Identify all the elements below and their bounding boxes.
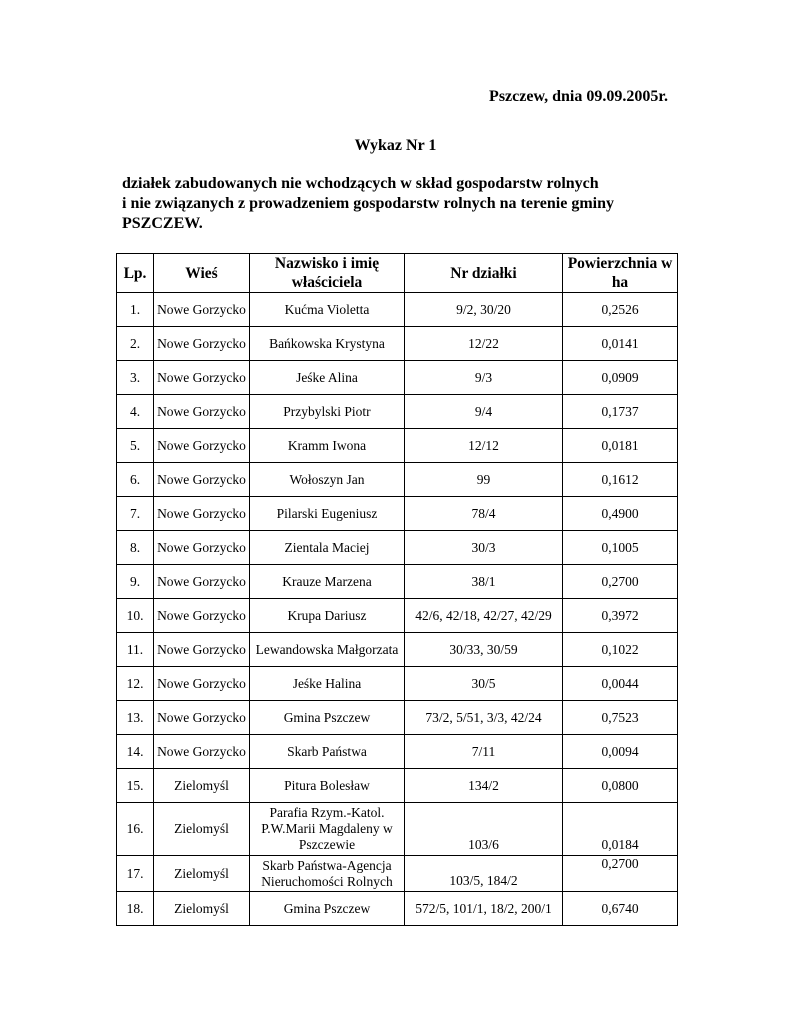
village-cell: Nowe Gorzycko bbox=[154, 293, 250, 327]
parcel-number-cell: 103/6 bbox=[405, 803, 563, 856]
village-cell: Nowe Gorzycko bbox=[154, 599, 250, 633]
village-cell: Nowe Gorzycko bbox=[154, 429, 250, 463]
village-cell: Nowe Gorzycko bbox=[154, 735, 250, 769]
table-header-row bbox=[117, 254, 678, 293]
table-row bbox=[117, 565, 678, 599]
village-cell: Nowe Gorzycko bbox=[154, 327, 250, 361]
area-cell: 0,0044 bbox=[563, 667, 678, 701]
row-number-cell: 14. bbox=[117, 735, 154, 769]
parcel-number-cell: 9/2, 30/20 bbox=[405, 293, 563, 327]
row-number-cell: 9. bbox=[117, 565, 154, 599]
parcel-number-cell: 134/2 bbox=[405, 769, 563, 803]
row-number-cell: 13. bbox=[117, 701, 154, 735]
parcel-number-cell: 9/3 bbox=[405, 361, 563, 395]
table-row bbox=[117, 429, 678, 463]
table-row bbox=[117, 463, 678, 497]
table-row bbox=[117, 892, 678, 926]
column-header-parcel: Nr działki bbox=[405, 254, 563, 293]
village-cell: Nowe Gorzycko bbox=[154, 667, 250, 701]
row-number-cell: 5. bbox=[117, 429, 154, 463]
area-cell: 0,3972 bbox=[563, 599, 678, 633]
parcel-number-cell: 30/33, 30/59 bbox=[405, 633, 563, 667]
owner-cell: Przybylski Piotr bbox=[250, 395, 405, 429]
area-cell: 0,1737 bbox=[563, 395, 678, 429]
description-line: działek zabudowanych nie wchodzących w skład gospodarstw rolnych bbox=[122, 175, 599, 192]
owner-cell: Gmina Pszczew bbox=[250, 701, 405, 735]
description-line: i nie związanych z prowadzeniem gospodarstw rolnych na terenie gminy bbox=[122, 195, 614, 212]
parcel-number-cell: 572/5, 101/1, 18/2, 200/1 bbox=[405, 892, 563, 926]
area-cell: 0,2700 bbox=[563, 856, 678, 892]
table-row bbox=[117, 395, 678, 429]
area-cell: 0,0184 bbox=[563, 803, 678, 856]
row-number-cell: 16. bbox=[117, 803, 154, 856]
row-number-cell: 11. bbox=[117, 633, 154, 667]
area-cell: 0,6740 bbox=[563, 892, 678, 926]
area-cell: 0,0181 bbox=[563, 429, 678, 463]
table-row bbox=[117, 327, 678, 361]
parcel-number-cell: 38/1 bbox=[405, 565, 563, 599]
parcel-number-cell: 99 bbox=[405, 463, 563, 497]
parcel-number-cell: 30/5 bbox=[405, 667, 563, 701]
row-number-cell: 10. bbox=[117, 599, 154, 633]
table-row bbox=[117, 769, 678, 803]
village-cell: Nowe Gorzycko bbox=[154, 565, 250, 599]
owner-cell: Gmina Pszczew bbox=[250, 892, 405, 926]
row-number-cell: 2. bbox=[117, 327, 154, 361]
row-number-cell: 12. bbox=[117, 667, 154, 701]
column-header-lp: Lp. bbox=[117, 254, 154, 293]
owner-cell: Krauze Marzena bbox=[250, 565, 405, 599]
parcel-number-cell: 12/12 bbox=[405, 429, 563, 463]
row-number-cell: 18. bbox=[117, 892, 154, 926]
table-row bbox=[117, 361, 678, 395]
parcel-table bbox=[116, 253, 678, 926]
column-header-area: Powierzchnia w ha bbox=[563, 254, 678, 293]
village-cell: Zielomyśl bbox=[154, 856, 250, 892]
table-row bbox=[117, 293, 678, 327]
village-cell: Nowe Gorzycko bbox=[154, 395, 250, 429]
area-cell: 0,2526 bbox=[563, 293, 678, 327]
description-line: PSZCZEW. bbox=[122, 215, 203, 232]
table-row bbox=[117, 735, 678, 769]
area-cell: 0,1005 bbox=[563, 531, 678, 565]
row-number-cell: 4. bbox=[117, 395, 154, 429]
table-row bbox=[117, 633, 678, 667]
table-row bbox=[117, 667, 678, 701]
village-cell: Zielomyśl bbox=[154, 892, 250, 926]
area-cell: 0,1022 bbox=[563, 633, 678, 667]
area-cell: 0,1612 bbox=[563, 463, 678, 497]
document-date: Pszczew, dnia 09.09.2005r. bbox=[489, 88, 668, 105]
table-row bbox=[117, 599, 678, 633]
row-number-cell: 8. bbox=[117, 531, 154, 565]
row-number-cell: 7. bbox=[117, 497, 154, 531]
document-description bbox=[122, 174, 682, 234]
owner-cell: Skarb Państwa-Agencja Nieruchomości Rolnych bbox=[250, 856, 405, 892]
village-cell: Nowe Gorzycko bbox=[154, 701, 250, 735]
parcel-number-cell: 42/6, 42/18, 42/27, 42/29 bbox=[405, 599, 563, 633]
owner-cell: Pilarski Eugeniusz bbox=[250, 497, 405, 531]
parcel-number-cell: 103/5, 184/2 bbox=[405, 856, 563, 892]
column-header-owner: Nazwisko i imię właściciela bbox=[250, 254, 405, 293]
owner-cell: Wołoszyn Jan bbox=[250, 463, 405, 497]
parcel-number-cell: 12/22 bbox=[405, 327, 563, 361]
village-cell: Nowe Gorzycko bbox=[154, 463, 250, 497]
owner-cell: Zientala Maciej bbox=[250, 531, 405, 565]
area-cell: 0,0800 bbox=[563, 769, 678, 803]
village-cell: Zielomyśl bbox=[154, 769, 250, 803]
row-number-cell: 17. bbox=[117, 856, 154, 892]
area-cell: 0,0909 bbox=[563, 361, 678, 395]
area-cell: 0,4900 bbox=[563, 497, 678, 531]
village-cell: Zielomyśl bbox=[154, 803, 250, 856]
parcel-number-cell: 78/4 bbox=[405, 497, 563, 531]
area-cell: 0,0094 bbox=[563, 735, 678, 769]
village-cell: Nowe Gorzycko bbox=[154, 361, 250, 395]
owner-cell: Krupa Dariusz bbox=[250, 599, 405, 633]
owner-cell: Jeśke Alina bbox=[250, 361, 405, 395]
owner-cell: Pitura Bolesław bbox=[250, 769, 405, 803]
row-number-cell: 3. bbox=[117, 361, 154, 395]
area-cell: 0,7523 bbox=[563, 701, 678, 735]
table-row bbox=[117, 803, 678, 856]
village-cell: Nowe Gorzycko bbox=[154, 497, 250, 531]
area-cell: 0,0141 bbox=[563, 327, 678, 361]
table-row bbox=[117, 497, 678, 531]
owner-cell: Kućma Violetta bbox=[250, 293, 405, 327]
owner-cell: Parafia Rzym.-Katol. P.W.Marii Magdaleny w Pszczewie bbox=[250, 803, 405, 856]
column-header-village: Wieś bbox=[154, 254, 250, 293]
table-row bbox=[117, 701, 678, 735]
table-row bbox=[117, 856, 678, 892]
owner-cell: Skarb Państwa bbox=[250, 735, 405, 769]
owner-cell: Kramm Iwona bbox=[250, 429, 405, 463]
row-number-cell: 15. bbox=[117, 769, 154, 803]
parcel-number-cell: 9/4 bbox=[405, 395, 563, 429]
parcel-number-cell: 7/11 bbox=[405, 735, 563, 769]
row-number-cell: 1. bbox=[117, 293, 154, 327]
area-cell: 0,2700 bbox=[563, 565, 678, 599]
document-title: Wykaz Nr 1 bbox=[354, 137, 437, 154]
village-cell: Nowe Gorzycko bbox=[154, 633, 250, 667]
parcel-number-cell: 73/2, 5/51, 3/3, 42/24 bbox=[405, 701, 563, 735]
table-body bbox=[117, 293, 678, 926]
owner-cell: Jeśke Halina bbox=[250, 667, 405, 701]
village-cell: Nowe Gorzycko bbox=[154, 531, 250, 565]
row-number-cell: 6. bbox=[117, 463, 154, 497]
table-row bbox=[117, 531, 678, 565]
owner-cell: Bańkowska Krystyna bbox=[250, 327, 405, 361]
owner-cell: Lewandowska Małgorzata bbox=[250, 633, 405, 667]
parcel-number-cell: 30/3 bbox=[405, 531, 563, 565]
